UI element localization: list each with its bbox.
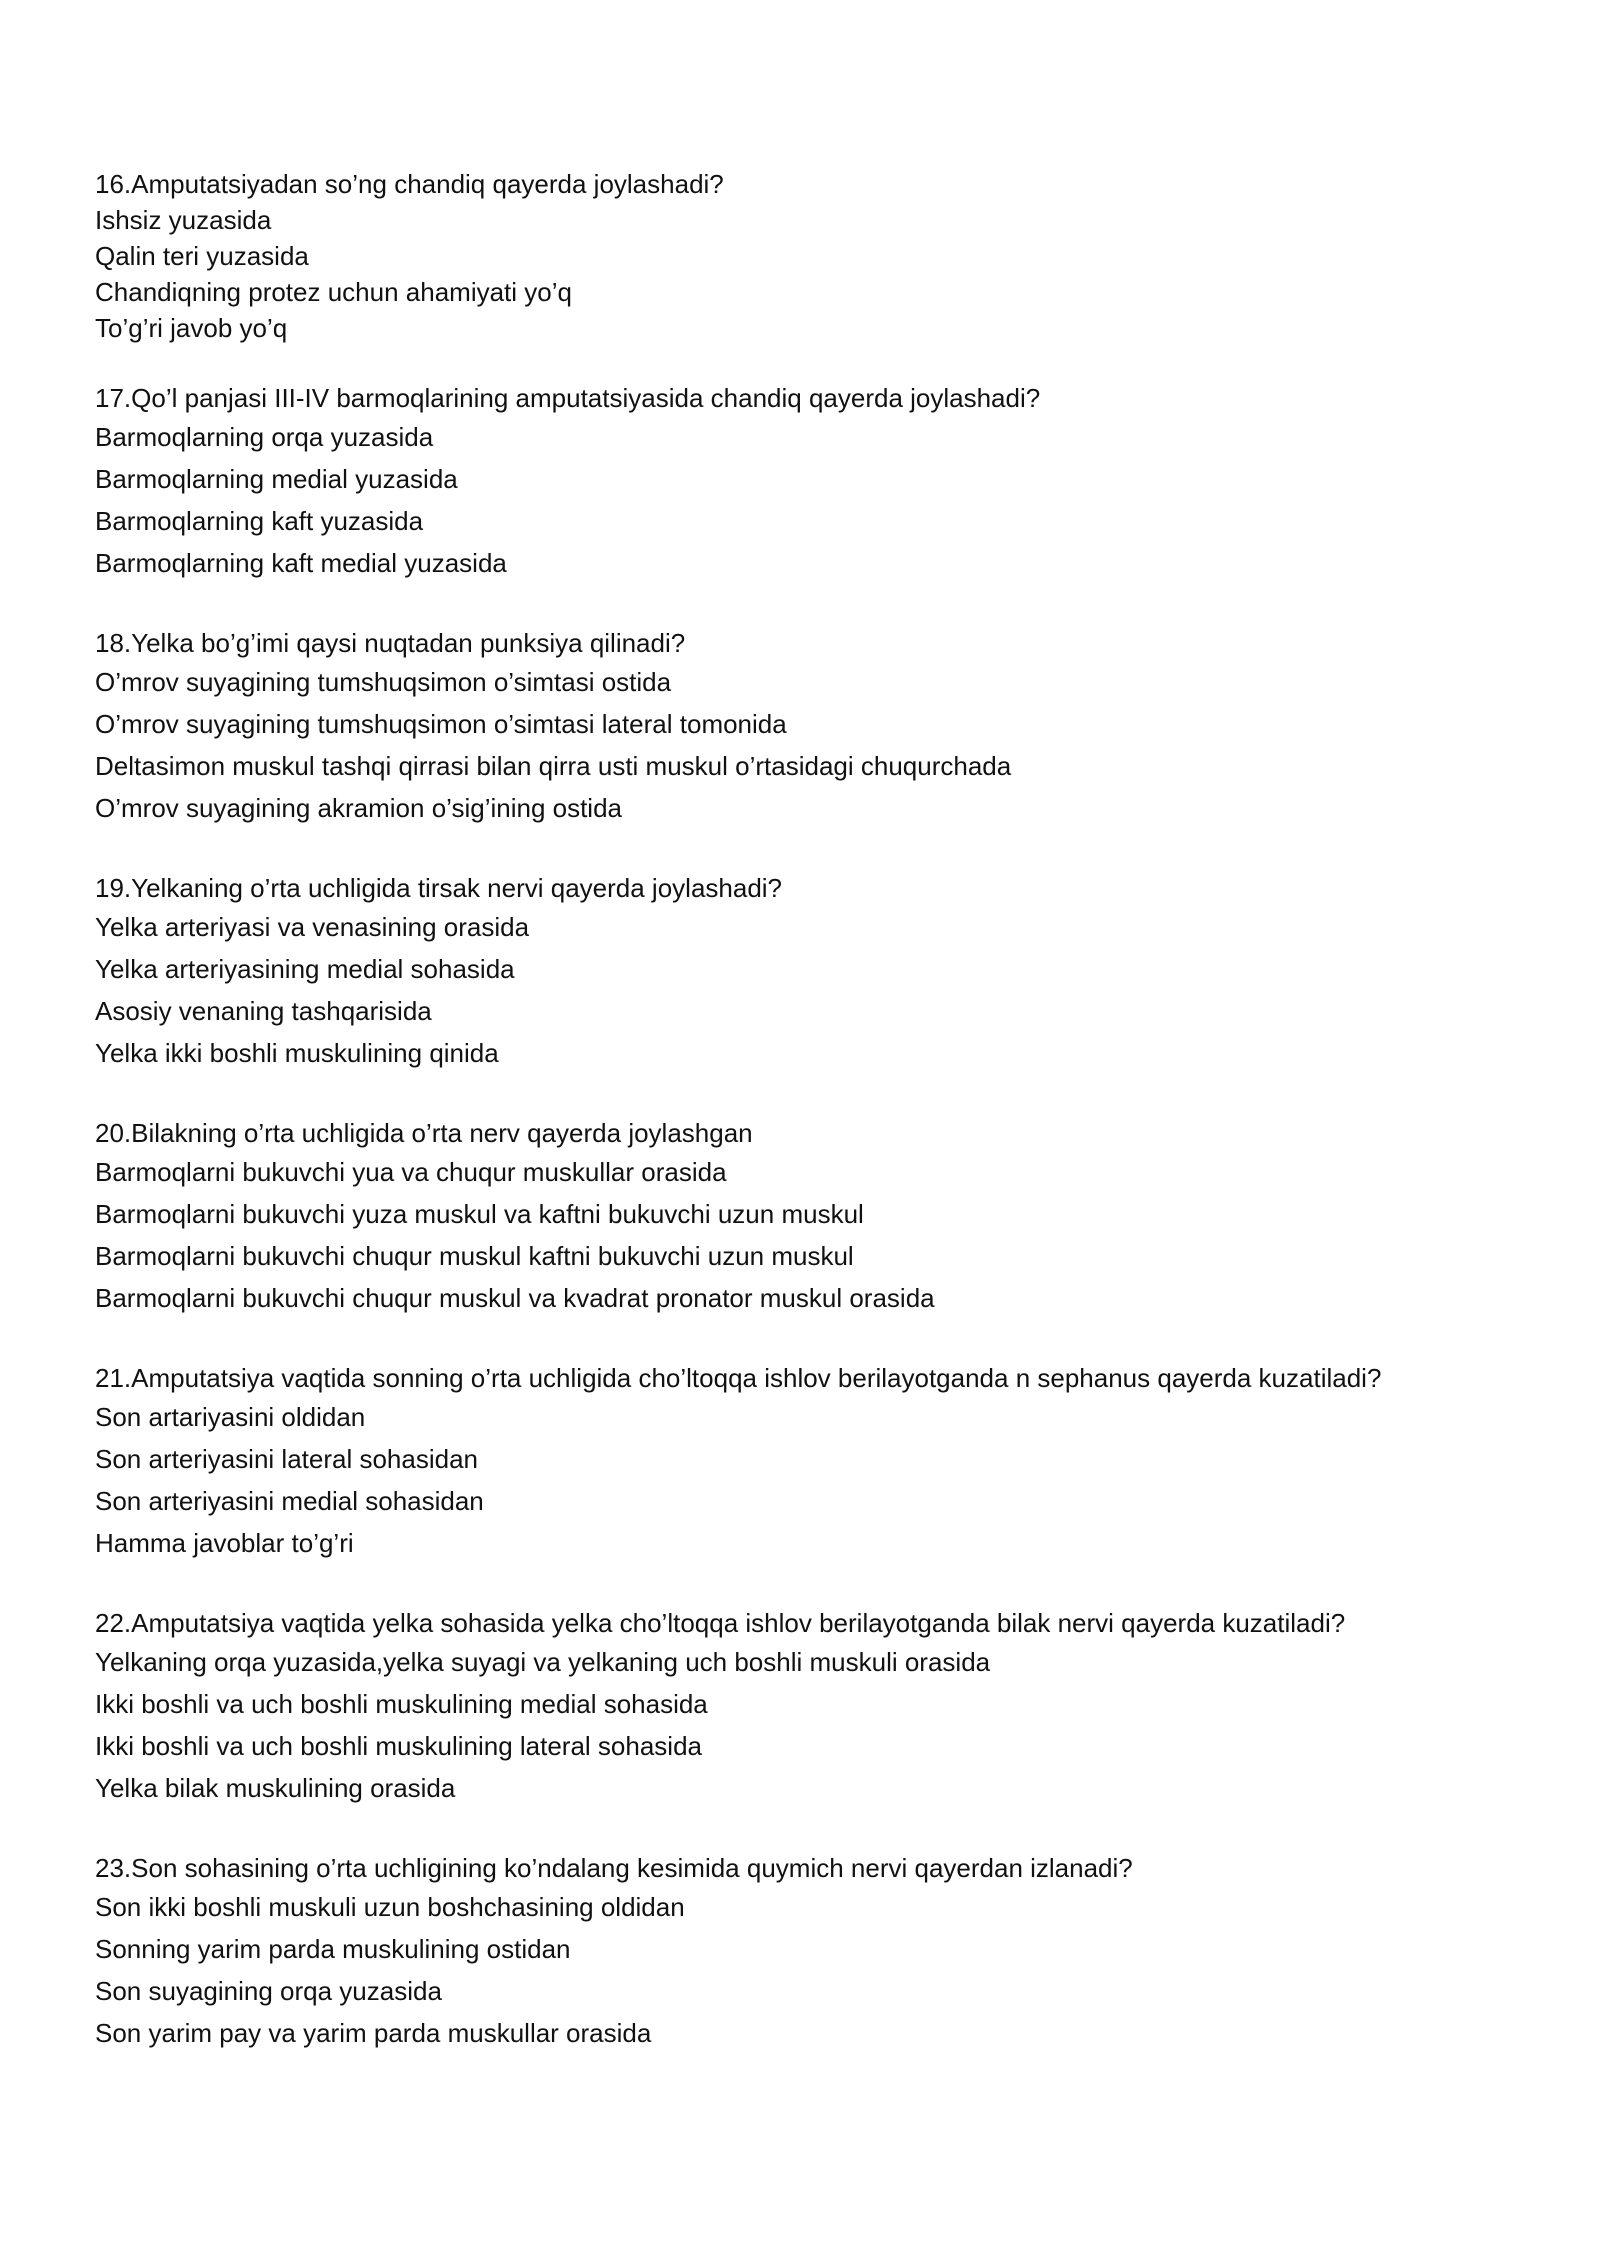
answer-option: Asosiy venaning tashqarisida [95, 996, 432, 1026]
answer-option: Yelka arteriyasi va venasining orasida [95, 912, 530, 942]
answer-option: Yelkaning orqa yuzasida,yelka suyagi va yelkaning uch boshli muskuli orasida [95, 1647, 991, 1677]
answer-option: Yelka bilak muskulining orasida [95, 1773, 456, 1803]
answer-option: Son artariyasini oldidan [95, 1402, 366, 1432]
question-text: 21.Amputatsiya vaqtida sonning o’rta uchligida cho’ltoqqa ishlov berilayotganda n sephanus qayerda kuzatiladi? [95, 1363, 1382, 1393]
question-16 [95, 166, 1555, 346]
question-text: 17.Qo’l panjasi III-IV barmoqlarining amputatsiyasida chandiq qayerda joylashadi? [95, 383, 1041, 413]
answer-option: Barmoqlarning kaft medial yuzasida [95, 548, 507, 578]
answer-option: Barmoqlarni bukuvchi chuqur muskul va kvadrat pronator muskul orasida [95, 1283, 935, 1313]
answer-option: Yelka ikki boshli muskulining qinida [95, 1038, 499, 1068]
answer-option: Chandiqning protez uchun ahamiyati yo’q [95, 277, 572, 307]
answer-option: Ishsiz yuzasida [95, 205, 272, 235]
answer-option: Son suyagining orqa yuzasida [95, 1976, 442, 2006]
answer-option: Barmoqlarning kaft yuzasida [95, 506, 424, 536]
answer-option: Barmoqlarni bukuvchi yua va chuqur muskullar orasida [95, 1157, 727, 1187]
answer-option: Barmoqlarni bukuvchi chuqur muskul kaftni bukuvchi uzun muskul [95, 1241, 854, 1271]
question-22 [95, 1605, 1555, 1809]
question-17 [95, 380, 1555, 584]
question-18 [95, 625, 1555, 829]
question-text: 18.Yelka bo’g’imi qaysi nuqtadan punksiya qilinadi? [95, 628, 686, 658]
answer-option: Son yarim pay va yarim parda muskullar orasida [95, 2018, 652, 2048]
answer-option: Ikki boshli va uch boshli muskulining lateral sohasida [95, 1731, 702, 1761]
answer-option: O’mrov suyagining akramion o’sig’ining ostida [95, 793, 623, 823]
answer-option: Ikki boshli va uch boshli muskulining medial sohasida [95, 1689, 708, 1719]
answer-option: Yelka arteriyasining medial sohasida [95, 954, 515, 984]
document-page [95, 166, 1555, 2095]
question-20 [95, 1115, 1555, 1319]
question-19 [95, 870, 1555, 1074]
question-text: 22.Amputatsiya vaqtida yelka sohasida yelka cho’ltoqqa ishlov berilayotganda bilak nervi qayerda kuzatiladi? [95, 1608, 1346, 1638]
answer-option: Sonning yarim parda muskulining ostidan [95, 1934, 571, 1964]
question-23 [95, 1850, 1555, 2054]
question-text: 19.Yelkaning o’rta uchligida tirsak nervi qayerda joylashadi? [95, 873, 783, 903]
answer-option: Hamma javoblar to’g’ri [95, 1528, 354, 1558]
answer-option: Barmoqlarning medial yuzasida [95, 464, 458, 494]
answer-option: Qalin teri yuzasida [95, 241, 309, 271]
answer-option: Son ikki boshli muskuli uzun boshchasining oldidan [95, 1892, 685, 1922]
question-text: 23.Son sohasining o’rta uchligining ko’ndalang kesimida quymich nervi qayerdan izlanadi? [95, 1853, 1133, 1883]
question-text: 16.Amputatsiyadan so’ng chandiq qayerda joylashadi? [95, 169, 724, 199]
answer-option: O’mrov suyagining tumshuqsimon o’simtasi lateral tomonida [95, 709, 787, 739]
answer-option: O’mrov suyagining tumshuqsimon o’simtasi ostida [95, 667, 672, 697]
answer-option: To’g’ri javob yo’q [95, 313, 288, 343]
answer-option: Son arteriyasini lateral sohasidan [95, 1444, 478, 1474]
question-21 [95, 1360, 1555, 1564]
answer-option: Barmoqlarning orqa yuzasida [95, 422, 434, 452]
question-text: 20.Bilakning o’rta uchligida o’rta nerv qayerda joylashgan [95, 1118, 753, 1148]
answer-option: Deltasimon muskul tashqi qirrasi bilan qirra usti muskul o’rtasidagi chuqurchada [95, 751, 1012, 781]
answer-option: Barmoqlarni bukuvchi yuza muskul va kaftni bukuvchi uzun muskul [95, 1199, 864, 1229]
answer-option: Son arteriyasini medial sohasidan [95, 1486, 484, 1516]
